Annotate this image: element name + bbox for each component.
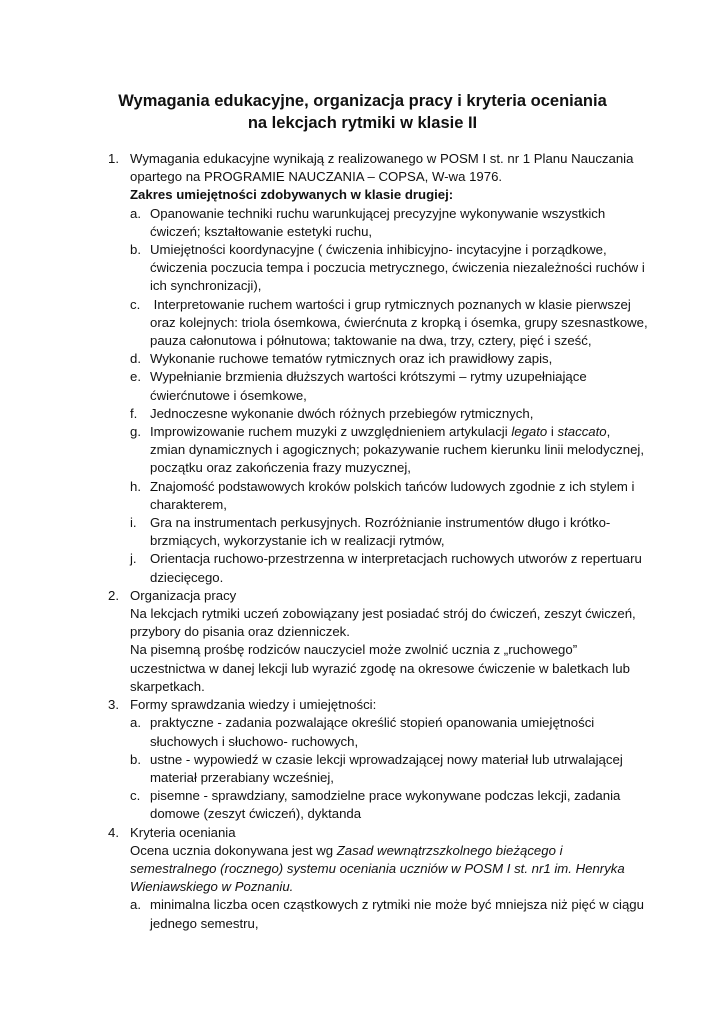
section-1-subheading: Zakres umiejętności zdobywanych w klasie drugiej: [130,187,454,203]
term-legato: legato [511,424,548,440]
term-staccato: staccato [557,424,607,440]
list-item: a. minimalna liczba ocen cząstkowych z rytmiki nie może być mniejsza niż pięć w ciągu jednego semestru, [130,897,644,931]
list-item: c. pisemne - sprawdziany, samodzielne prace wykonywane podczas lekcji, zadania domowe (zeszyt ćwiczeń), dyktanda [130,788,621,822]
section-number: 2. [108,587,119,603]
list-item: f. Jednoczesne wykonanie dwóch różnych przebiegów rytmicznych, [130,405,534,421]
section-2-paragraph-2: Na pisemną prośbę rodziców nauczyciel może zwolnić ucznia z „ruchowego” uczestnictwa w danej lekcji lub wyrazić zgodę na okresowe ćwiczenie w baletkach lub skarpetkach. [130,642,630,694]
section-number: 3. [108,697,119,713]
document-title-line-1: Wymagania edukacyjne, organizacja pracy i kryteria oceniania [118,92,607,110]
list-item: a. Opanowanie techniki ruchu warunkującej precyzyjne wykonywanie wszystkich ćwiczeń; kształtowanie estetyki ruchu, [130,205,606,239]
regulation-name: Zasad wewnątrzszkolnego bieżącego i semestralnego (rocznego) systemu oceniania uczniów w POSM I st. nr1 im. Henryka Wieniawskiego w Poznaniu. [130,842,625,895]
list-item: h. Znajomość podstawowych kroków polskich tańców ludowych zgodnie z ich stylem i charakterem, [130,478,635,512]
section-3 [108,696,648,714]
list-item: g. Improwizowanie ruchem muzyki z uwzględnieniem artykulacji legato i staccato, zmian dynamicznych i agogicznych; pokazywanie ruchem kierunku linii melodycznej, początku oraz zakończenia frazy muzycznej, [130,424,645,476]
section-2 [108,587,648,605]
section-number: 4. [108,824,119,840]
section-3-heading: Formy sprawdzania wiedzy i umiejętności: [130,697,377,713]
section-1-text: Wymagania edukacyjne wynikają z realizowanego w POSM I st. nr 1 Planu Nauczania opartego na PROGRAMIE NAUCZANIA – COPSA, W-wa 1976. [130,151,634,185]
list-item: c. Interpretowanie ruchem wartości i grup rytmicznych poznanych w klasie pierwszej oraz kolejnych: triola ósemkowa, ćwierćnuta z kropką i ósemka, grupy szesnastkowe, pauza całonutowa i półnutowa; taktowanie na dwa, trzy, cztery, pięć i sześć, [130,296,652,349]
section-1 [108,150,648,186]
section-4 [108,824,648,842]
section-2-paragraph-1: Na lekcjach rytmiki uczeń zobowiązany jest posiadać strój do ćwiczeń, zeszyt ćwiczeń, przybory do pisania oraz dzienniczek. [130,606,636,640]
section-2-heading: Organizacja pracy [130,587,237,603]
list-item: b. Umiejętności koordynacyjne ( ćwiczenia inhibicyjno- incytacyjne i porządkowe, ćwiczenia poczucia tempa i poczucia metrycznego, ćwiczenia niezależności ruchów i ich synchronizacji), [130,242,645,294]
document-body [108,150,652,933]
section-number: 1. [108,151,119,166]
list-item: e. Wypełnianie brzmienia dłuższych wartości krótszymi – rytmy uzupełniające ćwierćnutowe i ósemkowe, [130,369,587,403]
list-item: b. ustne - wypowiedź w czasie lekcji wprowadzającej nowy materiał lub utrwalającej materiał przerabiany wcześniej, [130,751,623,785]
list-item: a. praktyczne - zadania pozwalające określić stopień opanowania umiejętności słuchowych i słuchowo- ruchowych, [130,715,595,749]
list-item: i. Gra na instrumentach perkusyjnych. Rozróżnianie instrumentów długo i krótko-brzmiących, wykorzystanie ich w realizacji rytmów, [130,515,611,549]
section-4-paragraph: Ocena ucznia dokonywana jest wg Zasad wewnątrzszkolnego bieżącego i semestralnego (rocznego) systemu oceniania uczniów w POSM I st. nr1 im. Henryka Wieniawskiego w Poznaniu. [130,842,625,895]
document-title-line-2: na lekcjach rytmiki w klasie II [247,114,478,132]
list-item: d. Wykonanie ruchowe tematów rytmicznych oraz ich prawidłowy zapis, [130,351,553,367]
list-item: j. Orientacja ruchowo-przestrzenna w interpretacjach ruchowych utworów z repertuaru dziecięcego. [130,551,642,585]
section-4-heading: Kryteria oceniania [130,824,236,840]
